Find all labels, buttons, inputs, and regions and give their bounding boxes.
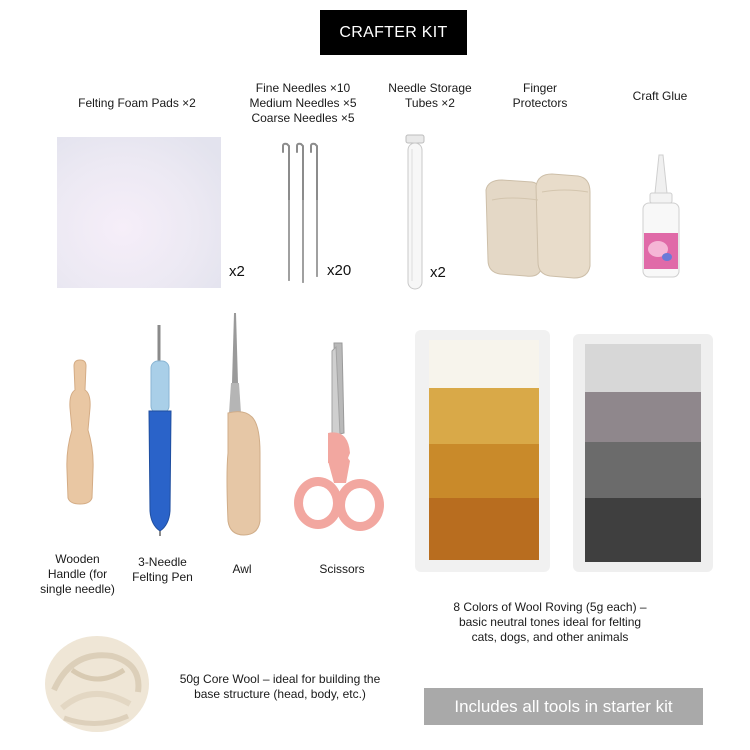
finger-protectors-image bbox=[480, 170, 595, 282]
awl-image bbox=[222, 313, 266, 538]
foam-pad-image bbox=[57, 137, 221, 288]
wool-roving-label: 8 Colors of Wool Roving (5g each) – basic neutral tones ideal for felting cats, dogs, and other animals bbox=[453, 600, 647, 644]
needle-storage-tube-image bbox=[402, 135, 428, 293]
scissors-image bbox=[288, 343, 388, 535]
foam-pads-label: Felting Foam Pads ×2 bbox=[78, 96, 196, 110]
felting-pen-label: 3-Needle Felting Pen bbox=[132, 555, 193, 584]
needles-qty: x20 bbox=[327, 262, 352, 279]
storage-tubes-label: Needle Storage Tubes ×2 bbox=[388, 81, 472, 110]
felting-needles-image bbox=[277, 140, 327, 290]
storage-tubes-qty: x2 bbox=[430, 264, 446, 281]
craft-glue-image bbox=[640, 155, 682, 280]
wooden-handle-label: Wooden Handle (for single needle) bbox=[40, 552, 115, 596]
craft-glue-label: Craft Glue bbox=[632, 89, 688, 103]
wool-roving-image bbox=[415, 330, 715, 575]
includes-all-tools-banner: Includes all tools in starter kit bbox=[424, 688, 703, 725]
awl-label: Awl bbox=[232, 562, 252, 576]
wooden-handle-image bbox=[60, 360, 100, 505]
needles-label: Fine Needles ×10 Medium Needles ×5 Coarse Needles ×5 bbox=[249, 81, 357, 125]
scissors-label: Scissors bbox=[319, 562, 365, 576]
felting-pen-image bbox=[145, 325, 175, 537]
core-wool-label: 50g Core Wool – ideal for building the base structure (head, body, etc.) bbox=[179, 672, 381, 701]
page-title: CRAFTER KIT bbox=[320, 10, 467, 55]
foam-pads-qty: x2 bbox=[229, 263, 245, 280]
core-wool-image bbox=[42, 630, 152, 736]
finger-protectors-label: Finger Protectors bbox=[512, 81, 568, 110]
